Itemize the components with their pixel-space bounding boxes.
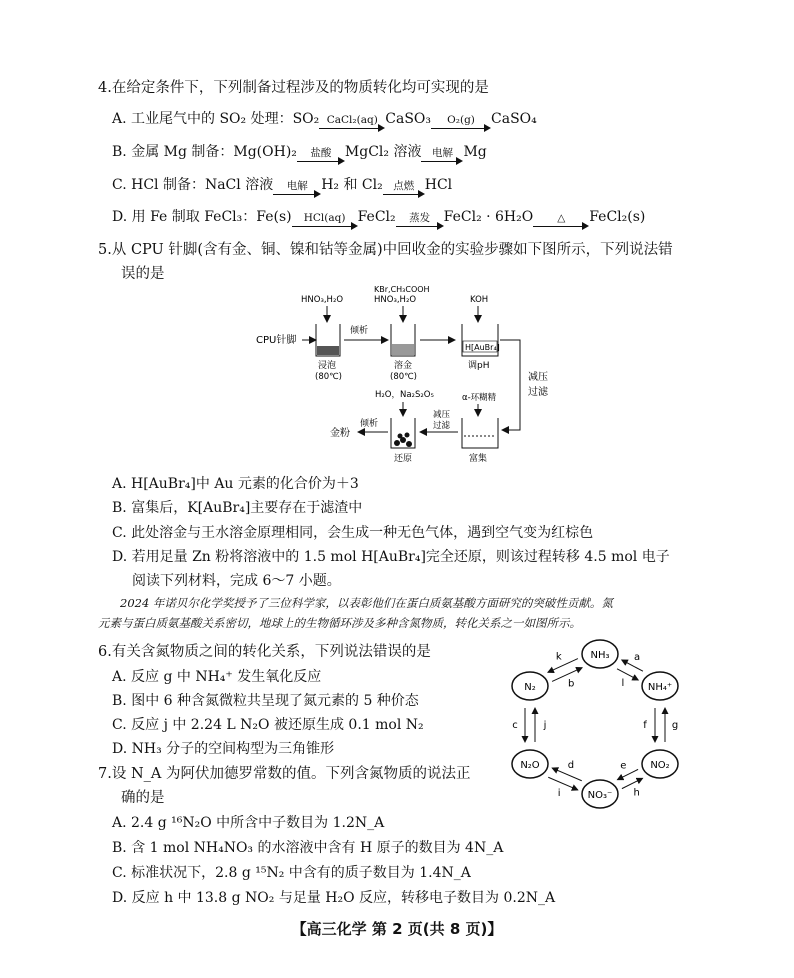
cycle-label-k: k	[555, 651, 562, 663]
flow-step-3: 调pH	[468, 361, 490, 371]
q4b-arrow-2: 电解	[421, 148, 463, 165]
flow-reagent-5: H₂O，Na₂S₂O₅	[375, 390, 434, 400]
q7-stem: 7.设 N_A 为阿伏加德罗常数的值。下列含氮物质的说法正	[98, 766, 471, 782]
context-line-1: 2024 年诺贝尔化学奖授予了三位科学家，以表彰他们在蛋白质氨基酸方面研究的突破性贡献。氮	[120, 596, 613, 610]
cycle-label-e: e	[620, 760, 627, 772]
q7-option-b: B. 含 1 mol NH₄NO₃ 的水溶液中含有 H 原子的数目为 4N_A	[112, 840, 504, 856]
q4a-arrow-2: O₂(g)	[431, 115, 491, 132]
cycle-label-i: i	[557, 787, 561, 799]
q4d-mid2: FeCl₂ · 6H₂O	[443, 209, 534, 225]
cycle-label-d: d	[567, 760, 575, 772]
beaker-dissolve	[391, 324, 415, 356]
flow-input: CPU针脚	[256, 335, 297, 346]
reading-intro: 阅读下列材料，完成 6～7 小题。	[132, 573, 341, 589]
q6-option-b: B. 图中 6 种含氮微粒共呈现了氮元素的 5 种价态	[112, 693, 419, 709]
flow-step-2: 溶金	[394, 361, 413, 371]
q4-option-a	[112, 108, 537, 132]
q4d-arrow-2: 蒸发	[396, 213, 444, 230]
q7-option-a: A. 2.4 g ¹⁶N₂O 中所含中子数目为 1.2N_A	[112, 815, 385, 831]
flow-arrow-4-label-2: 过滤	[433, 421, 451, 431]
q4-option-d	[112, 206, 645, 230]
q5-option-b: B. 富集后，K[AuBr₄]主要存在于滤渣中	[112, 500, 363, 516]
flow-reagent-1: HNO₃,H₂O	[301, 295, 344, 305]
cycle-arrow-k	[548, 659, 578, 673]
flow-arrow-4-label-1: 减压	[433, 410, 451, 420]
node-nh4-label: NH₄⁺	[647, 682, 673, 693]
flow-step-1: 浸泡	[318, 361, 337, 371]
cycle-arrow-i	[548, 777, 578, 790]
cycle-label-j: j	[543, 720, 547, 731]
q4c-prefix: C. HCl 制备：NaCl 溶液	[112, 177, 274, 193]
flow-step-2-temp: (80℃)	[390, 372, 417, 382]
q4a-mid: CaSO₃	[385, 111, 432, 127]
node-no2-label: NO₂	[650, 760, 670, 771]
gold-recovery-flowchart	[250, 280, 570, 470]
q4d-mid: FeCl₂	[357, 209, 396, 225]
q5-option-a: A. H[AuBr₄]中 Au 元素的化合价为＋3	[112, 476, 359, 492]
q4b-end: Mg	[463, 144, 487, 160]
cycle-label-f: f	[643, 720, 647, 731]
node-no3-label: NO₃⁻	[587, 790, 613, 801]
q6-stem: 6.有关含氮物质之间的转化关系，下列说法错误的是	[98, 644, 431, 660]
context-line-2: 元素与蛋白质氨基酸关系密切，地球上的生物循环涉及多种含氮物质，转化关系之一如图所示。	[98, 616, 581, 630]
flow-step-3-box: H[AuBr₄]	[465, 343, 500, 352]
q6-option-d: D. NH₃ 分子的空间构型为三角锥形	[112, 741, 335, 757]
cycle-label-a: a	[633, 651, 641, 663]
q5-stem-cont: 误的是	[121, 266, 165, 282]
flow-step-1-temp: (80℃)	[315, 372, 342, 382]
q4c-arrow-2: 点燃	[383, 181, 425, 198]
q4a-prefix: A. 工业尾气中的 SO₂ 处理：SO₂	[112, 111, 320, 127]
node-n2o-label: N₂O	[520, 760, 540, 771]
q4-option-b	[112, 141, 487, 165]
flow-reagent-2a: KBr,CH₃COOH	[374, 285, 430, 294]
cycle-label-h: h	[633, 787, 640, 799]
q6-option-a: A. 反应 g 中 NH₄⁺ 发生氧化反应	[112, 669, 322, 685]
beaker-reduce	[391, 418, 415, 448]
q4c-mid: H₂ 和 Cl₂	[321, 177, 383, 193]
cycle-label-c: c	[512, 720, 518, 731]
q7-stem-cont: 确的是	[121, 790, 165, 806]
flow-output: 金粉	[330, 428, 350, 439]
flow-side-label-1: 减压	[528, 372, 548, 383]
q6-option-c: C. 反应 j 中 2.24 L N₂O 被还原生成 0.1 mol N₂	[112, 717, 424, 733]
beaker-enrich	[462, 418, 498, 448]
q4-stem: 4.在给定条件下，下列制备过程涉及的物质转化均可实现的是	[98, 80, 489, 96]
q4d-end: FeCl₂(s)	[589, 209, 646, 225]
flow-reagent-2b: HNO₃,H₂O	[374, 295, 417, 305]
q4b-prefix: B. 金属 Mg 制备：Mg(OH)₂	[112, 144, 297, 160]
q4-option-c	[112, 174, 452, 198]
nitrogen-cycle-diagram	[500, 636, 700, 816]
flow-reagent-4: α-环糊精	[462, 393, 497, 403]
flow-reagent-3: KOH	[470, 295, 489, 305]
node-n2-label: N₂	[524, 682, 536, 693]
cycle-arrow-l	[617, 669, 638, 680]
cycle-label-l: l	[621, 678, 625, 690]
flow-arrow-5-label: 倾析	[360, 419, 379, 429]
q4b-arrow-1: 盐酸	[297, 148, 345, 165]
beaker-soak	[316, 324, 340, 356]
q4c-arrow-1: 电解	[273, 181, 321, 198]
page-footer: 【高三化学 第 2 页(共 8 页)】	[291, 920, 503, 938]
q4d-arrow-3: △	[533, 213, 589, 230]
q4c-end: HCl	[424, 177, 453, 193]
flow-step-4: 富集	[469, 454, 488, 464]
q4d-prefix: D. 用 Fe 制取 FeCl₃：Fe(s)	[112, 209, 292, 225]
flow-step-5: 还原	[394, 454, 413, 464]
flow-side-label-2: 过滤	[528, 387, 548, 398]
cycle-label-g: g	[671, 720, 679, 731]
q7-option-d: D. 反应 h 中 13.8 g NO₂ 与足量 H₂O 反应，转移电子数目为 0.2N_A	[112, 890, 556, 906]
q5-option-c: C. 此处溶金与王水溶金原理相同，会生成一种无色气体，遇到空气变为红棕色	[112, 525, 594, 541]
q5-option-d: D. 若用足量 Zn 粉将溶液中的 1.5 mol H[AuBr₄]完全还原，则该过程转移 4.5 mol 电子	[112, 549, 670, 565]
q5-stem: 5.从 CPU 针脚(含有金、铜、镍和钴等金属)中回收金的实验步骤如下图所示，下列说法错	[98, 242, 673, 258]
node-nh3-label: NH₃	[590, 650, 610, 661]
q7-option-c: C. 标准状况下，2.8 g ¹⁵N₂ 中含有的质子数目为 1.4N_A	[112, 865, 471, 881]
q4a-end: CaSO₄	[491, 111, 537, 127]
q4d-arrow-1: HCl(aq)	[292, 213, 358, 230]
flow-arrow-1-label: 倾析	[350, 326, 369, 336]
q4b-mid: MgCl₂ 溶液	[344, 144, 422, 160]
q4a-arrow-1: CaCl₂(aq)	[319, 115, 385, 132]
cycle-label-b: b	[568, 678, 575, 690]
